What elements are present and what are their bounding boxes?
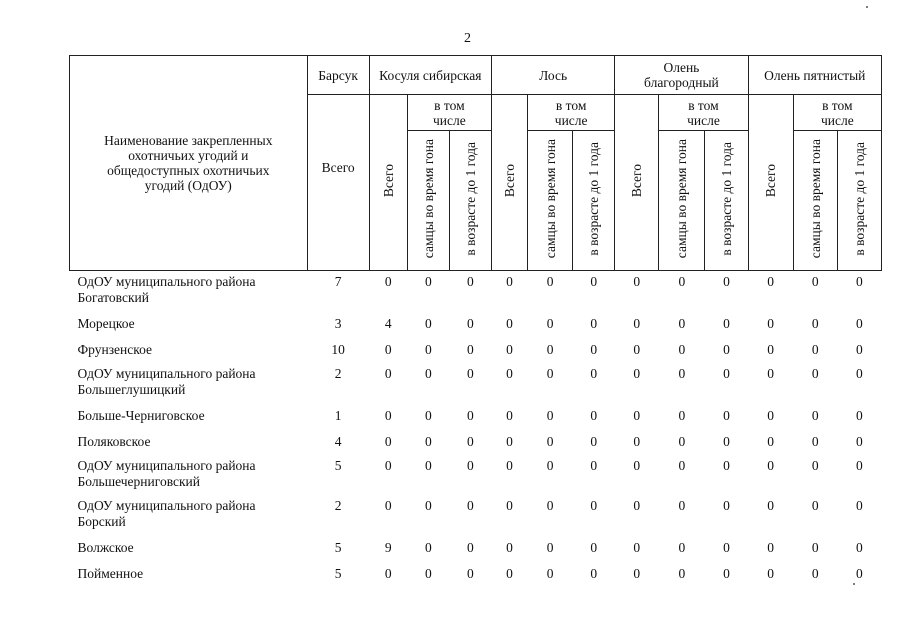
row-value: 0 [506,566,513,581]
row-value: 0 [384,434,392,449]
row-value: 0 [506,458,513,473]
row-value: 0 [506,540,513,555]
kosulya-total-label: Всего [380,164,396,198]
row-value: 0 [467,540,474,555]
los-males-header [528,131,573,271]
olen-pyatnisty-young-header [837,131,881,271]
row-name: ОдОУ муниципального района Большеглушицкий [77,366,256,397]
row-value: 0 [546,366,554,381]
kosulya-total-header [369,95,407,271]
row-value: 0 [384,274,392,289]
row-value: 0 [424,434,432,449]
row-value: 0 [467,342,474,357]
row-value: 0 [633,316,641,331]
row-name: ОдОУ муниципального района Борский [77,498,256,529]
row-value: 0 [590,498,598,513]
row-value: 0 [590,408,598,423]
row-value: 0 [546,316,554,331]
row-value: 0 [633,274,641,289]
row-name: ОдОУ муниципального района Богатовский [77,274,256,305]
table-row [70,561,882,587]
row-value: 0 [384,458,392,473]
table-row [70,535,882,561]
row-value: 0 [678,366,686,381]
olen-blagorodny-males-header [659,131,705,271]
row-value: 0 [723,458,730,473]
row-value: 0 [384,342,392,357]
row-value: 0 [506,316,513,331]
row-value: 0 [590,434,598,449]
los-young-label: в возрасте до 1 года [586,142,602,256]
row-value: 0 [723,540,730,555]
row-name: Фрунзенское [77,342,153,357]
row-value: 0 [590,566,598,581]
species-kosulya-header: Косуля сибирская [369,56,491,95]
row-value: 0 [856,316,863,331]
row-value: 0 [633,566,641,581]
olen-pyatnisty-total-header [748,95,793,271]
row-value: 0 [811,342,819,357]
row-value: 0 [856,566,863,581]
table-row [70,495,882,535]
row-value: 0 [678,540,686,555]
row-value: 0 [678,316,686,331]
table-row [70,363,882,403]
row-value: 0 [856,458,863,473]
row-value: 0 [678,566,686,581]
row-name: Волжское [77,540,134,555]
row-value: 0 [767,342,774,357]
row-value: 0 [767,458,774,473]
row-value: 0 [384,566,392,581]
row-value: 0 [506,274,513,289]
olen-pyatnisty-males-header [793,131,837,271]
row-value: 0 [678,274,686,289]
row-value: 0 [424,316,432,331]
row-value: 0 [506,434,513,449]
row-value: 0 [811,540,819,555]
table-row [70,455,882,495]
table-row [70,271,882,312]
row-name: Пойменное [77,566,144,581]
row-value: 3 [334,316,342,331]
species-olen-pyatnisty-header: Олень пятнистый [748,56,881,95]
row-value: 0 [546,408,554,423]
row-value: 5 [334,540,342,555]
row-value: 0 [856,366,863,381]
species-los-header: Лось [491,56,614,95]
row-value: 0 [633,434,641,449]
los-young-header [573,131,615,271]
row-value: 0 [811,408,819,423]
row-value: 5 [334,566,342,581]
row-value: 0 [767,566,774,581]
row-value: 0 [467,566,474,581]
olen-blagorodny-total-header [615,95,659,271]
row-value: 0 [506,498,513,513]
row-value: 0 [633,498,641,513]
row-value: 2 [334,366,342,381]
row-value: 0 [856,498,863,513]
row-value: 0 [467,366,474,381]
row-value: 4 [334,434,342,449]
row-value: 0 [424,540,432,555]
row-value: 0 [856,342,863,357]
row-value: 0 [467,408,474,423]
row-value: 2 [334,498,342,513]
row-value: 0 [546,540,554,555]
row-value: 0 [546,434,554,449]
row-value: 0 [723,342,730,357]
kosulya-males-label: самцы во время гона [420,139,436,259]
row-value: 0 [678,408,686,423]
page-number: 2 [464,31,471,46]
row-value: 0 [723,434,730,449]
row-value: 0 [384,366,392,381]
row-value: 0 [633,540,641,555]
row-value: 0 [767,498,774,513]
row-value: 0 [811,274,819,289]
row-value: 0 [424,498,432,513]
row-value: 0 [811,498,819,513]
row-value: 0 [467,498,474,513]
row-value: 0 [678,458,686,473]
row-value: 10 [331,342,345,357]
row-value: 0 [506,342,513,357]
barsuk-total-header [307,95,369,271]
row-name: Морецкое [77,316,135,331]
olen-blagorodny-total-label: Всего [629,164,645,198]
row-value: 7 [334,274,342,289]
row-value: 0 [546,274,554,289]
row-value: 0 [546,498,554,513]
row-value: 5 [334,458,342,473]
row-value: 0 [723,566,730,581]
kosulya-incl-header: в том числе [407,95,491,131]
row-value: 0 [856,540,863,555]
species-olen-blagorodny-header: Олень благородный [615,56,748,95]
row-value: 0 [506,366,513,381]
olen-pyatnisty-males-label: самцы во время гона [807,139,823,259]
row-value: 0 [811,434,819,449]
name-column-header: Наименование закрепленных охотничьих угодий и общедоступных охотничьих угодий (ОдОУ) [70,56,308,271]
row-value: 0 [856,274,863,289]
row-value: 0 [678,434,686,449]
row-value: 0 [767,274,774,289]
barsuk-total-label: Всего [321,160,355,175]
olen-blagorodny-young-header [705,131,748,271]
row-value: 0 [467,434,474,449]
row-value: 0 [633,458,641,473]
row-value: 0 [424,458,432,473]
row-value: 1 [334,408,342,423]
row-value: 0 [811,316,819,331]
row-value: 0 [856,408,863,423]
row-value: 0 [546,458,554,473]
row-value: 0 [546,566,554,581]
row-value: 0 [723,316,730,331]
row-value: 0 [590,540,598,555]
olen-pyatnisty-total-label: Всего [763,164,779,198]
row-value: 0 [811,458,819,473]
table-row [70,403,882,429]
table-row [70,337,882,363]
kosulya-males-header [407,131,449,271]
row-value: 9 [384,540,392,555]
row-name: Поляковское [77,434,151,449]
row-value: 0 [506,408,513,423]
row-value: 0 [723,408,730,423]
row-value: 0 [384,408,392,423]
row-value: 0 [856,434,863,449]
table-row [70,311,882,337]
kosulya-young-header [449,131,491,271]
row-value: 0 [467,458,474,473]
kosulya-young-label: в возрасте до 1 года [462,142,478,256]
row-value: 4 [384,316,392,331]
scan-speck [866,6,868,8]
olen-blagorodny-young-label: в возрасте до 1 года [719,142,734,256]
row-value: 0 [767,366,774,381]
row-name: ОдОУ муниципального района Большечерниговский [77,458,256,489]
los-males-label: самцы во время гона [542,139,558,259]
row-value: 0 [384,498,392,513]
row-value: 0 [424,566,432,581]
row-value: 0 [590,366,598,381]
row-value: 0 [723,498,730,513]
row-value: 0 [424,274,432,289]
row-value: 0 [424,342,432,357]
row-value: 0 [767,316,774,331]
row-value: 0 [723,274,730,289]
row-value: 0 [546,342,554,357]
row-value: 0 [467,316,474,331]
row-value: 0 [767,540,774,555]
row-value: 0 [590,342,598,357]
los-incl-header: в том числе [528,95,615,131]
row-value: 0 [633,366,641,381]
row-value: 0 [424,408,432,423]
olen-pyatnisty-incl-header: в том числе [793,95,881,131]
row-value: 0 [590,458,598,473]
row-value: 0 [633,342,641,357]
row-value: 0 [811,566,819,581]
row-value: 0 [767,434,774,449]
census-body [70,271,882,588]
row-name: Больше-Черниговское [77,408,205,423]
row-value: 0 [424,366,432,381]
olen-blagorodny-males-label: самцы во время гона [674,139,690,259]
row-value: 0 [678,498,686,513]
row-value: 0 [633,408,641,423]
species-barsuk-header: Барсук [307,56,369,95]
los-total-label: Всего [502,164,518,198]
row-value: 0 [467,274,474,289]
game-census-table [69,55,882,587]
olen-blagorodny-incl-header: в том числе [659,95,748,131]
row-value: 0 [678,342,686,357]
row-value: 0 [811,366,819,381]
row-value: 0 [723,366,730,381]
row-value: 0 [590,274,598,289]
row-value: 0 [590,316,598,331]
los-total-header [491,95,527,271]
table-row [70,429,882,455]
row-value: 0 [767,408,774,423]
olen-pyatnisty-young-label: в возрасте до 1 года [851,142,867,256]
